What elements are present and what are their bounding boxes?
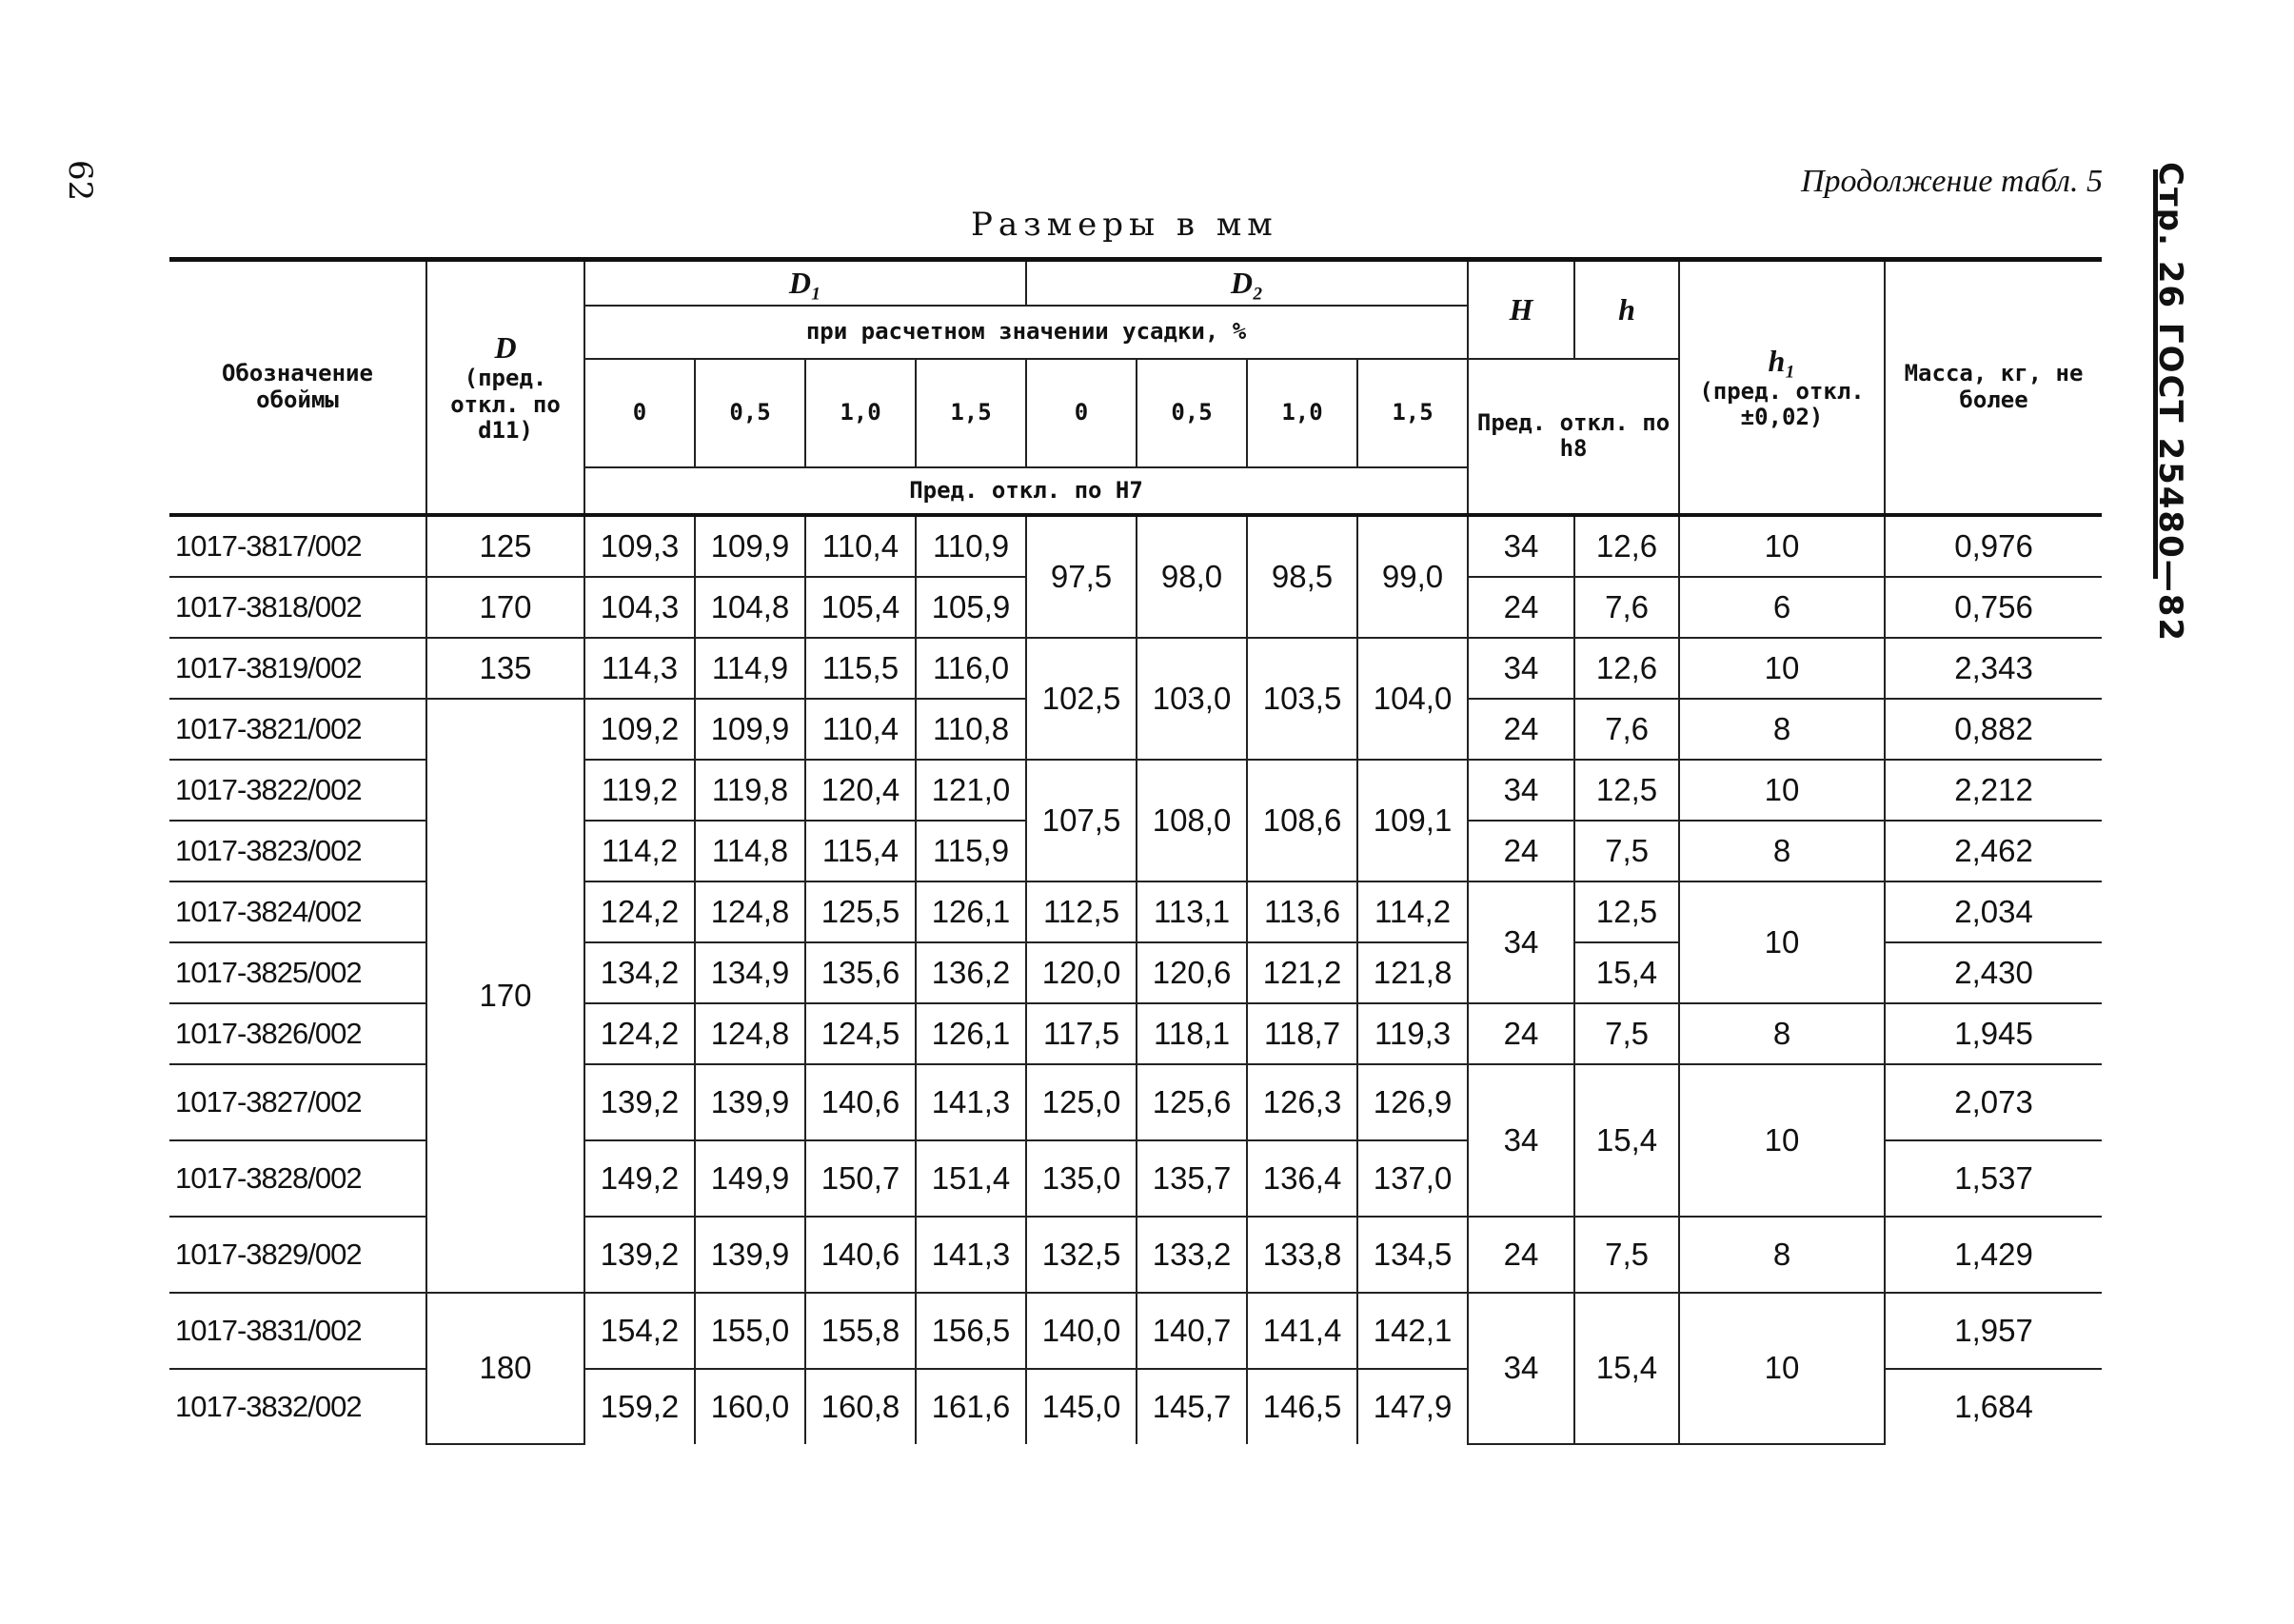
cell-d1: 149,9 xyxy=(695,1140,805,1217)
cell-d2: 146,5 xyxy=(1247,1369,1357,1444)
cell-name: 1017-3817/002 xyxy=(169,515,426,577)
cell-d1: 160,0 xyxy=(695,1369,805,1444)
header-shrink-value: 1,5 xyxy=(916,359,1026,467)
cell-d1: 105,9 xyxy=(916,577,1026,638)
cell-d1: 134,9 xyxy=(695,942,805,1003)
cell-d1: 109,9 xyxy=(695,699,805,760)
cell-name: 1017-3821/002 xyxy=(169,699,426,760)
cell-H: 34 xyxy=(1468,638,1574,699)
cell-d2: 114,2 xyxy=(1357,881,1468,942)
table-row xyxy=(169,1293,2102,1369)
cell-h: 7,6 xyxy=(1574,577,1679,638)
cell-d1: 156,5 xyxy=(916,1293,1026,1369)
cell-h1: 10 xyxy=(1679,515,1885,577)
cell-mass: 1,537 xyxy=(1885,1140,2102,1217)
cell-d1: 116,0 xyxy=(916,638,1026,699)
cell-name: 1017-3822/002 xyxy=(169,760,426,821)
cell-mass: 2,212 xyxy=(1885,760,2102,821)
cell-H: 34 xyxy=(1468,1293,1574,1444)
cell-d2: 133,2 xyxy=(1137,1217,1247,1293)
cell-name: 1017-3823/002 xyxy=(169,821,426,881)
cell-d1: 115,5 xyxy=(805,638,916,699)
cell-d1: 124,5 xyxy=(805,1003,916,1064)
header-shrink-value: 0,5 xyxy=(695,359,805,467)
cell-d1: 114,8 xyxy=(695,821,805,881)
cell-H: 34 xyxy=(1468,515,1574,577)
cell-d2: 145,7 xyxy=(1137,1369,1247,1444)
cell-d1: 114,3 xyxy=(584,638,695,699)
cell-d1: 110,4 xyxy=(805,699,916,760)
cell-d1: 141,3 xyxy=(916,1217,1026,1293)
cell-d2: 103,0 xyxy=(1137,638,1247,760)
cell-d2: 120,0 xyxy=(1026,942,1137,1003)
cell-d2: 108,0 xyxy=(1137,760,1247,881)
cell-d1: 126,1 xyxy=(916,1003,1026,1064)
cell-h1: 8 xyxy=(1679,1003,1885,1064)
cell-d1: 124,2 xyxy=(584,881,695,942)
cell-d2: 145,0 xyxy=(1026,1369,1137,1444)
cell-d2: 118,1 xyxy=(1137,1003,1247,1064)
cell-d2: 99,0 xyxy=(1357,515,1468,638)
table-row xyxy=(169,638,2102,699)
header-dev-H7: Пред. откл. по H7 xyxy=(584,467,1468,515)
cell-d2: 134,5 xyxy=(1357,1217,1468,1293)
cell-mass: 2,073 xyxy=(1885,1064,2102,1140)
table-row xyxy=(169,515,2102,577)
cell-mass: 0,756 xyxy=(1885,577,2102,638)
cell-d1: 161,6 xyxy=(916,1369,1026,1444)
header-shrink-value: 1,5 xyxy=(1357,359,1468,467)
cell-d1: 136,2 xyxy=(916,942,1026,1003)
cell-d1: 151,4 xyxy=(916,1140,1026,1217)
cell-d2: 147,9 xyxy=(1357,1369,1468,1444)
cell-d2: 103,5 xyxy=(1247,638,1357,760)
cell-d1: 154,2 xyxy=(584,1293,695,1369)
cell-h: 7,5 xyxy=(1574,1003,1679,1064)
cell-d2: 102,5 xyxy=(1026,638,1137,760)
header-H-symbol: H xyxy=(1509,292,1533,327)
cell-mass: 1,684 xyxy=(1885,1369,2102,1444)
cell-name: 1017-3818/002 xyxy=(169,577,426,638)
cell-d1: 159,2 xyxy=(584,1369,695,1444)
cell-d1: 160,8 xyxy=(805,1369,916,1444)
cell-d1: 139,2 xyxy=(584,1064,695,1140)
header-name: Обозначение обоймы xyxy=(169,260,426,515)
cell-d1: 121,0 xyxy=(916,760,1026,821)
cell-d1: 149,2 xyxy=(584,1140,695,1217)
header-h1-note: (пред. откл. ±0,02) xyxy=(1699,377,1865,431)
cell-d1: 110,4 xyxy=(805,515,916,577)
cell-d1: 114,9 xyxy=(695,638,805,699)
units-caption: Размеры в мм xyxy=(971,206,1278,244)
cell-h: 15,4 xyxy=(1574,942,1679,1003)
cell-h1: 8 xyxy=(1679,821,1885,881)
cell-d1: 134,2 xyxy=(584,942,695,1003)
cell-d1: 126,1 xyxy=(916,881,1026,942)
cell-d2: 132,5 xyxy=(1026,1217,1137,1293)
cell-h1: 10 xyxy=(1679,881,1885,1003)
cell-d1: 141,3 xyxy=(916,1064,1026,1140)
cell-d1: 110,9 xyxy=(916,515,1026,577)
cell-d2: 104,0 xyxy=(1357,638,1468,760)
cell-H: 24 xyxy=(1468,821,1574,881)
cell-mass: 2,034 xyxy=(1885,881,2102,942)
cell-d2: 140,0 xyxy=(1026,1293,1137,1369)
cell-d2: 135,0 xyxy=(1026,1140,1137,1217)
cell-H: 24 xyxy=(1468,1003,1574,1064)
cell-d1: 109,9 xyxy=(695,515,805,577)
cell-d1: 115,9 xyxy=(916,821,1026,881)
cell-h1: 8 xyxy=(1679,1217,1885,1293)
cell-name: 1017-3832/002 xyxy=(169,1369,426,1444)
cell-d1: 139,9 xyxy=(695,1064,805,1140)
header-H xyxy=(1468,260,1574,359)
header-shrink-value: 1,0 xyxy=(1247,359,1357,467)
header-shrink-value: 0 xyxy=(584,359,695,467)
cell-d2: 125,6 xyxy=(1137,1064,1247,1140)
cell-name: 1017-3826/002 xyxy=(169,1003,426,1064)
cell-d1: 125,5 xyxy=(805,881,916,942)
cell-h: 15,4 xyxy=(1574,1064,1679,1217)
cell-d2: 97,5 xyxy=(1026,515,1137,638)
cell-h: 15,4 xyxy=(1574,1293,1679,1444)
cell-d1: 114,2 xyxy=(584,821,695,881)
header-shrinkage: при расчетном значении усадки, % xyxy=(584,306,1468,359)
cell-d1: 120,4 xyxy=(805,760,916,821)
cell-d1: 155,0 xyxy=(695,1293,805,1369)
cell-d2: 133,8 xyxy=(1247,1217,1357,1293)
cell-mass: 1,429 xyxy=(1885,1217,2102,1293)
cell-d1: 104,8 xyxy=(695,577,805,638)
cell-d1: 124,2 xyxy=(584,1003,695,1064)
cell-H: 34 xyxy=(1468,881,1574,1003)
header-dev-h8: Пред. откл. по h8 xyxy=(1468,359,1679,515)
cell-d2: 126,9 xyxy=(1357,1064,1468,1140)
header-D-symbol: D xyxy=(494,330,517,366)
cell-d2: 135,7 xyxy=(1137,1140,1247,1217)
cell-name: 1017-3828/002 xyxy=(169,1140,426,1217)
cell-d2: 120,6 xyxy=(1137,942,1247,1003)
cell-d1: 140,6 xyxy=(805,1064,916,1140)
header-D-note: (пред. откл. по d11) xyxy=(450,364,561,445)
cell-name: 1017-3829/002 xyxy=(169,1217,426,1293)
cell-d1: 140,6 xyxy=(805,1217,916,1293)
cell-d2: 98,0 xyxy=(1137,515,1247,638)
cell-d2: 121,2 xyxy=(1247,942,1357,1003)
cell-d2: 109,1 xyxy=(1357,760,1468,881)
cell-name: 1017-3824/002 xyxy=(169,881,426,942)
cell-d2: 113,1 xyxy=(1137,881,1247,942)
header-h1-symbol: h₁ xyxy=(1768,343,1796,378)
cell-h1: 10 xyxy=(1679,638,1885,699)
cell-d1: 110,8 xyxy=(916,699,1026,760)
cell-d1: 119,2 xyxy=(584,760,695,821)
cell-name: 1017-3831/002 xyxy=(169,1293,426,1369)
cell-d1: 105,4 xyxy=(805,577,916,638)
cell-mass: 2,343 xyxy=(1885,638,2102,699)
header-shrink-value: 0 xyxy=(1026,359,1137,467)
cell-d2: 107,5 xyxy=(1026,760,1137,881)
table-header xyxy=(169,260,2102,515)
header-D1-symbol: D₁ xyxy=(788,266,822,300)
dimensions-table-container xyxy=(169,257,2102,1445)
cell-h: 12,6 xyxy=(1574,515,1679,577)
cell-d2: 142,1 xyxy=(1357,1293,1468,1369)
cell-d2: 140,7 xyxy=(1137,1293,1247,1369)
table-body xyxy=(169,515,2102,1444)
cell-h1: 10 xyxy=(1679,760,1885,821)
header-D1 xyxy=(584,260,1026,306)
cell-D: 125 xyxy=(426,515,584,577)
header-h-symbol: h xyxy=(1618,292,1635,327)
cell-H: 34 xyxy=(1468,760,1574,821)
cell-name: 1017-3827/002 xyxy=(169,1064,426,1140)
cell-mass: 0,882 xyxy=(1885,699,2102,760)
header-D xyxy=(426,260,584,515)
side-standard-title: Стр. 26 ГОСТ 25480—82 xyxy=(2151,162,2189,644)
cell-d2: 121,8 xyxy=(1357,942,1468,1003)
cell-d1: 124,8 xyxy=(695,1003,805,1064)
cell-h: 7,6 xyxy=(1574,699,1679,760)
cell-H: 24 xyxy=(1468,577,1574,638)
header-shrink-value: 0,5 xyxy=(1137,359,1247,467)
cell-d1: 109,3 xyxy=(584,515,695,577)
cell-h: 7,5 xyxy=(1574,821,1679,881)
cell-h: 12,5 xyxy=(1574,760,1679,821)
cell-h1: 6 xyxy=(1679,577,1885,638)
cell-h1: 10 xyxy=(1679,1293,1885,1444)
cell-d1: 139,9 xyxy=(695,1217,805,1293)
cell-mass: 2,462 xyxy=(1885,821,2102,881)
cell-mass: 1,957 xyxy=(1885,1293,2102,1369)
cell-d1: 104,3 xyxy=(584,577,695,638)
cell-d2: 113,6 xyxy=(1247,881,1357,942)
dimensions-table xyxy=(169,257,2102,1445)
cell-H: 24 xyxy=(1468,699,1574,760)
cell-D: 170 xyxy=(426,577,584,638)
cell-h: 12,6 xyxy=(1574,638,1679,699)
header-h xyxy=(1574,260,1679,359)
cell-d1: 135,6 xyxy=(805,942,916,1003)
cell-mass: 0,976 xyxy=(1885,515,2102,577)
cell-H: 24 xyxy=(1468,1217,1574,1293)
cell-d1: 109,2 xyxy=(584,699,695,760)
header-shrink-value: 1,0 xyxy=(805,359,916,467)
cell-H: 34 xyxy=(1468,1064,1574,1217)
page-number: 62 xyxy=(61,160,99,202)
cell-d1: 124,8 xyxy=(695,881,805,942)
cell-h: 12,5 xyxy=(1574,881,1679,942)
cell-d2: 141,4 xyxy=(1247,1293,1357,1369)
cell-d1: 139,2 xyxy=(584,1217,695,1293)
cell-d2: 136,4 xyxy=(1247,1140,1357,1217)
header-D2 xyxy=(1026,260,1468,306)
cell-d2: 108,6 xyxy=(1247,760,1357,881)
cell-mass: 2,430 xyxy=(1885,942,2102,1003)
cell-d1: 119,8 xyxy=(695,760,805,821)
cell-d2: 117,5 xyxy=(1026,1003,1137,1064)
header-h1 xyxy=(1679,260,1885,515)
cell-name: 1017-3819/002 xyxy=(169,638,426,699)
cell-D: 170 xyxy=(426,699,584,1293)
header-mass: Масса, кг, не более xyxy=(1885,260,2102,515)
cell-d1: 155,8 xyxy=(805,1293,916,1369)
cell-D: 135 xyxy=(426,638,584,699)
header-D2-symbol: D₂ xyxy=(1230,266,1264,300)
cell-d2: 125,0 xyxy=(1026,1064,1137,1140)
cell-d2: 119,3 xyxy=(1357,1003,1468,1064)
cell-h1: 8 xyxy=(1679,699,1885,760)
cell-h: 7,5 xyxy=(1574,1217,1679,1293)
cell-d2: 118,7 xyxy=(1247,1003,1357,1064)
cell-d2: 126,3 xyxy=(1247,1064,1357,1140)
cell-d2: 98,5 xyxy=(1247,515,1357,638)
table-continuation-label: Продолжение табл. 5 xyxy=(1800,164,2103,199)
cell-name: 1017-3825/002 xyxy=(169,942,426,1003)
cell-h1: 10 xyxy=(1679,1064,1885,1217)
cell-D: 180 xyxy=(426,1293,584,1444)
cell-d1: 150,7 xyxy=(805,1140,916,1217)
cell-mass: 1,945 xyxy=(1885,1003,2102,1064)
cell-d2: 137,0 xyxy=(1357,1140,1468,1217)
cell-d2: 112,5 xyxy=(1026,881,1137,942)
cell-d1: 115,4 xyxy=(805,821,916,881)
